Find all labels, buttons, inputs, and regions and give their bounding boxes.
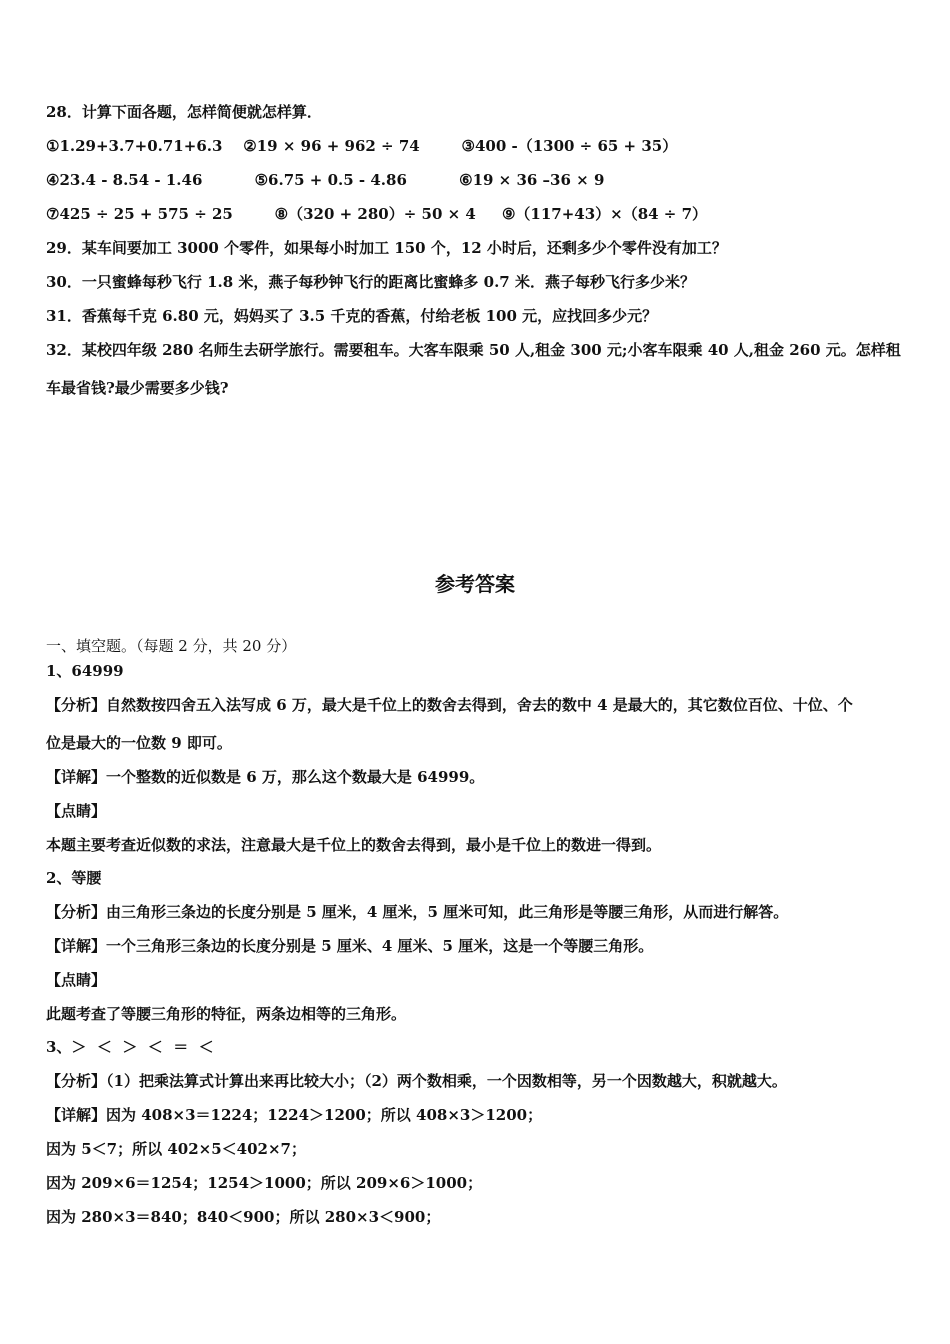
answers-title: 参考答案 — [435, 572, 515, 596]
question-32-line-1: 32．某校四年级 280 名师生去研学旅行。需要租车。大客车限乘 50 人,租金 300 元;小客车限乘 40 人,租金 260 元。怎样租 — [46, 341, 901, 359]
answer-2-detail: 【详解】一个三角形三条边的长度分别是 5 厘米、4 厘米、5 厘米，这是一个等腰三角形。 — [46, 937, 654, 955]
answer-1-point-text: 本题主要考查近似数的求法，注意最大是千位上的数舍去得到，最小是千位上的数进一得到。 — [46, 836, 662, 854]
answer-3-analysis: 【分析】（1）把乘法算式计算出来再比较大小；（2）两个数相乘，一个因数相等，另一个因数越大，积就越大。 — [46, 1072, 787, 1090]
answer-2-analysis: 【分析】由三角形三条边的长度分别是 5 厘米，4 厘米，5 厘米可知，此三角形是等腰三角形，从而进行解答。 — [46, 903, 789, 921]
question-30: 30．一只蜜蜂每秒飞行 1.8 米，燕子每秒钟飞行的距离比蜜蜂多 0.7 米．燕子每秒飞行多少米？ — [46, 273, 695, 291]
answer-1-analysis-line-1: 【分析】自然数按四舍五入法写成 6 万，最大是千位上的数舍去得到，舍去的数中 4 是最大的，其它数位百位、十位、个 — [46, 696, 853, 714]
answer-3-line-3: 因为 209×6＝1254；1254＞1000；所以 209×6＞1000； — [46, 1174, 483, 1192]
answer-3-line-2: 因为 5＜7；所以 402×5＜402×7； — [46, 1140, 306, 1158]
answer-2-point-text: 此题考查了等腰三角形的特征，两条边相等的三角形。 — [46, 1005, 407, 1023]
answer-1-detail: 【详解】一个整数的近似数是 6 万，那么这个数最大是 64999。 — [46, 768, 485, 786]
answer-1-point-label: 【点睛】 — [46, 802, 107, 820]
answer-3-line-4: 因为 280×3＝840；840＜900；所以 280×3＜900； — [46, 1208, 441, 1226]
section-heading: 一、填空题。（每题 2 分，共 20 分） — [46, 637, 297, 655]
question-28-row-3: ⑦425 ÷ 25 + 575 ÷ 25 ⑧（320 + 280）÷ 50 × 4 ⑨（117+43）×（84 ÷ 7） — [46, 205, 708, 223]
answer-2-point-label: 【点睛】 — [46, 971, 107, 989]
answer-1-analysis-line-2: 位是最大的一位数 9 即可。 — [46, 734, 232, 752]
answer-3-heading: 3、＞ ＜ ＞ ＜ ＝ ＜ — [46, 1038, 214, 1056]
question-28-row-1: ①1.29+3.7+0.71+6.3 ②19 × 96 + 962 ÷ 74 ③400 -（1300 ÷ 65 + 35） — [46, 137, 678, 155]
question-29: 29．某车间要加工 3000 个零件，如果每小时加工 150 个，12 小时后，还剩多少个零件没有加工？ — [46, 239, 727, 257]
question-31: 31．香蕉每千克 6.80 元，妈妈买了 3.5 千克的香蕉，付给老板 100 元，应找回多少元？ — [46, 307, 658, 325]
answer-1-heading: 1、64999 — [46, 662, 124, 680]
answer-3-detail: 【详解】因为 408×3＝1224；1224＞1200；所以 408×3＞1200； — [46, 1106, 543, 1124]
question-28: 28．计算下面各题，怎样简便就怎样算． — [46, 103, 322, 121]
question-28-row-2: ④23.4 - 8.54 - 1.46 ⑤6.75 + 0.5 - 4.86 ⑥19 × 36 –36 × 9 — [46, 171, 605, 189]
answer-2-heading: 2、等腰 — [46, 869, 102, 887]
question-32-line-2: 车最省钱?最少需要多少钱? — [46, 379, 229, 397]
